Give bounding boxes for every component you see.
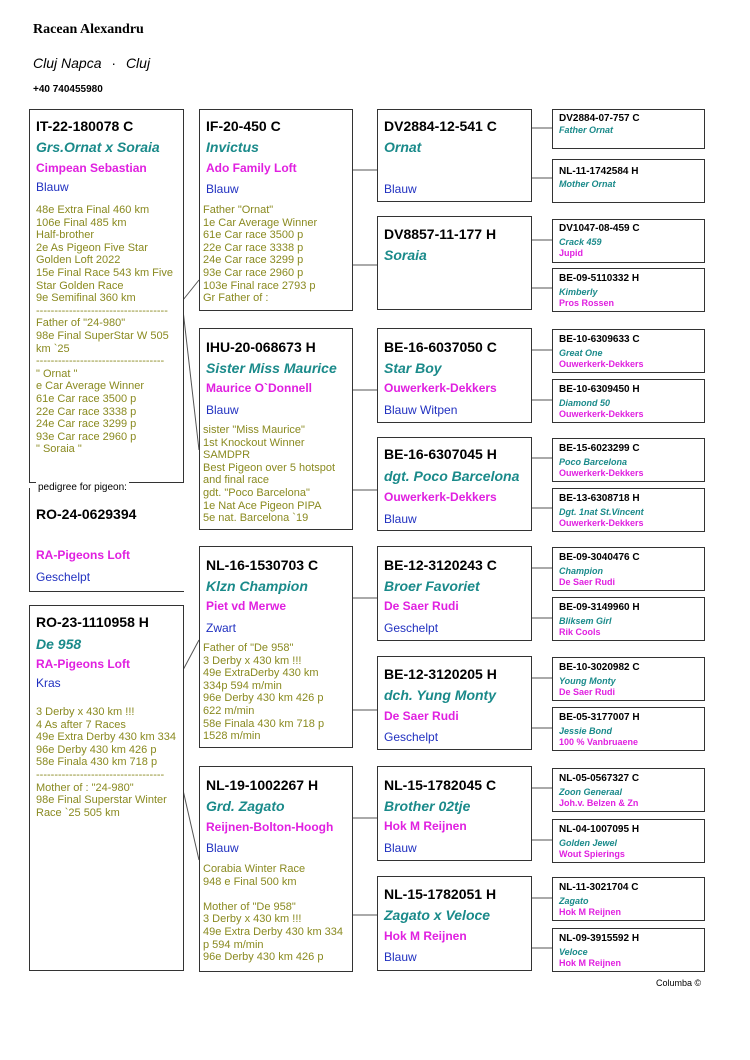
gen4-box[interactable]: NL-04-1007095 H Golden Jewel Wout Spierings [552, 819, 705, 863]
gen2-name: Invictus [206, 139, 259, 155]
gen3-ring: BE-12-3120205 H [384, 666, 497, 682]
gen4-box[interactable]: NL-05-0567327 C Zoon Generaal Joh.v. Belzen & Zn [552, 768, 705, 812]
sire-name: Grs.Ornat x Soraia [36, 139, 160, 155]
gen2-notes: Father of "De 958" 3 Derby x 430 km !!! 49e ExtraDerby 430 km 334p 594 m/min 96e Derby 430 km 426 p 622 m/min 58e Finala 430 km 718 p 1528 m/min [203, 642, 325, 743]
gen3-name: Star Boy [384, 360, 442, 376]
dam-name: De 958 [36, 636, 82, 652]
gen3-box-2[interactable] [377, 216, 532, 310]
footer-credit: Columba © [656, 978, 702, 988]
gen2-notes: Father "Ornat" 1e Car Average Winner 61e Car race 3500 p 22e Car race 3338 p 24e Car race 3299 p 93e Car race 2960 p 103e Final race 2793 p Gr Father of : [203, 204, 318, 305]
gen3-breeder: Ouwerkerk-Dekkers [384, 381, 497, 395]
gen2-name: Grd. Zagato [206, 798, 285, 814]
gen4-box[interactable]: BE-09-5110332 H Kimberly Pros Rossen [552, 268, 705, 312]
owner-region: Cluj [125, 55, 151, 71]
gen4-box[interactable]: BE-10-6309633 C Great One Ouwerkerk-Dekkers [552, 329, 705, 373]
gen3-ring: NL-15-1782051 H [384, 886, 497, 902]
gen4-box[interactable]: BE-13-6308718 H Dgt. 1nat St.Vincent Ouwerkerk-Dekkers [552, 488, 705, 532]
gen2-breeder: Piet vd Merwe [206, 599, 287, 613]
gen4-box[interactable]: BE-09-3040476 C Champion De Saer Rudi [552, 547, 705, 591]
gen3-color: Blauw [384, 950, 417, 964]
gen3-breeder: Hok M Reijnen [384, 819, 467, 833]
sire-box[interactable] [29, 109, 184, 483]
subject-box[interactable] [29, 482, 184, 592]
gen4-box[interactable]: BE-10-3020982 C Young Monty De Saer Rudi [552, 657, 705, 701]
gen3-ring: BE-16-6037050 C [384, 339, 497, 355]
gen2-color: Zwart [206, 621, 236, 635]
gen2-ring: IF-20-450 C [206, 118, 281, 134]
gen2-color: Blauw [206, 841, 239, 855]
sire-breeder: Cimpean Sebastian [36, 161, 147, 175]
gen3-box-4[interactable] [377, 437, 532, 531]
gen3-breeder: Ouwerkerk-Dekkers [384, 490, 497, 504]
gen3-box-3[interactable] [377, 328, 532, 423]
dam-notes: 3 Derby x 430 km !!! 4 As after 7 Races 49e Extra Derby 430 km 334 96e Derby 430 km 426 p 58e Finala 430 km 718 p ----------------------------------- Mother of : "24-980" 98e Final Superstar Winter Race `25 505 km [36, 706, 177, 819]
gen2-color: Blauw [206, 403, 239, 417]
gen3-ring: DV8857-11-177 H [384, 226, 497, 242]
gen3-breeder: De Saer Rudi [384, 709, 459, 723]
sire-ring: IT-22-180078 C [36, 118, 134, 134]
pedigree-label: pedigree for pigeon: [38, 482, 127, 493]
subject-breeder: RA-Pigeons Loft [36, 548, 130, 562]
gen3-color: Blauw [384, 182, 417, 196]
gen3-color: Blauw Witpen [384, 403, 458, 417]
gen2-color: Blauw [206, 182, 239, 196]
gen3-color: Blauw [384, 512, 417, 526]
gen3-color: Geschelpt [384, 621, 439, 635]
gen4-box[interactable]: DV2884-07-757 C Father Ornat [552, 109, 705, 149]
gen3-ring: BE-12-3120243 C [384, 557, 497, 573]
sire-color: Blauw [36, 180, 69, 194]
gen3-color: Geschelpt [384, 730, 439, 744]
gen4-box[interactable]: BE-09-3149960 H Bliksem Girl Rik Cools [552, 597, 705, 641]
sire-notes: 48e Extra Final 460 km 106e Final 485 km Half-brother 2e As Pigeon Five Star Golden Loft 2022 15e Final Race 543 km Five Star Golden Race 9e Semifinal 360 km ------------------------------------ Father of "24-980" 98e Final SuperStar W 505 km `25 ----------------------------------- " Ornat " e Car Average Winner 61e Car race 3500 p 22e Car race 3338 p 24e Car race 3299 p 93e Car race 2960 p " Soraia " [36, 204, 173, 456]
gen3-box-1[interactable] [377, 109, 532, 202]
gen2-breeder: Maurice O`Donnell [206, 381, 313, 395]
gen3-box-7[interactable] [377, 766, 532, 861]
gen2-box-3[interactable] [199, 546, 353, 748]
gen2-box-4[interactable] [199, 766, 353, 972]
location-separator: · [111, 55, 117, 71]
owner-city: Cluj Napca [33, 55, 102, 71]
gen3-ring: DV2884-12-541 C [384, 118, 497, 134]
gen3-box-8[interactable] [377, 876, 532, 971]
gen3-name: dch. Yung Monty [384, 687, 496, 703]
gen3-box-5[interactable] [377, 546, 532, 641]
dam-ring: RO-23-1110958 H [36, 614, 149, 630]
dam-breeder: RA-Pigeons Loft [36, 657, 130, 671]
gen3-box-6[interactable] [377, 656, 532, 750]
gen2-ring: NL-19-1002267 H [206, 777, 319, 793]
gen4-box[interactable]: BE-10-6309450 H Diamond 50 Ouwerkerk-Dekkers [552, 379, 705, 423]
gen2-name: Klzn Champion [206, 578, 308, 594]
gen3-ring: BE-16-6307045 H [384, 446, 497, 462]
gen2-ring: IHU-20-068673 H [206, 339, 316, 355]
gen4-box[interactable]: DV1047-08-459 C Crack 459 Jupid [552, 219, 705, 263]
gen3-name: Broer Favoriet [384, 578, 480, 594]
gen2-notes: sister "Miss Maurice" 1st Knockout Winner SAMDPR Best Pigeon over 5 hotspot and final race gdt. "Poco Barcelona" 1e Nat Ace Pigeon PIPA 5e nat. Barcelona `19 [203, 424, 336, 525]
gen2-name: Sister Miss Maurice [206, 360, 337, 376]
owner-name: Racean Alexandru [33, 22, 144, 37]
gen4-box[interactable]: BE-05-3177007 H Jessie Bond 100 % Vanbruaene [552, 707, 705, 751]
gen3-color: Blauw [384, 841, 417, 855]
gen2-ring: NL-16-1530703 C [206, 557, 319, 573]
gen3-ring: NL-15-1782045 C [384, 777, 497, 793]
owner-phone: +40 740455980 [33, 84, 103, 95]
gen3-name: Zagato x Veloce [384, 907, 491, 923]
gen3-breeder: Hok M Reijnen [384, 929, 467, 943]
gen3-breeder: De Saer Rudi [384, 599, 459, 613]
dam-color: Kras [36, 676, 61, 690]
gen3-name: Brother 02tje [384, 798, 471, 814]
gen2-notes: Corabia Winter Race 948 e Final 500 km Mother of "De 958" 3 Derby x 430 km !!! 49e Extra Derby 430 km 334 p 594 m/min 96e Derby 430 km 426 p [203, 863, 344, 964]
dam-box[interactable] [29, 605, 184, 971]
gen2-breeder: Ado Family Loft [206, 161, 297, 175]
gen4-box[interactable]: NL-11-1742584 H Mother Ornat [552, 159, 705, 203]
gen3-name: Soraia [384, 247, 427, 263]
subject-color: Geschelpt [36, 570, 91, 584]
gen2-breeder: Reijnen-Bolton-Hoogh [206, 820, 334, 834]
gen4-box[interactable]: BE-15-6023299 C Poco Barcelona Ouwerkerk-Dekkers [552, 438, 705, 482]
gen2-box-2[interactable] [199, 328, 353, 530]
gen4-box[interactable]: NL-11-3021704 C Zagato Hok M Reijnen [552, 877, 705, 921]
gen3-name: Ornat [384, 139, 422, 155]
gen4-box[interactable]: NL-09-3915592 H Veloce Hok M Reijnen [552, 928, 705, 972]
gen2-box-1[interactable] [199, 109, 353, 311]
subject-ring: RO-24-0629394 [36, 506, 137, 522]
gen3-name: dgt. Poco Barcelona [384, 468, 520, 484]
